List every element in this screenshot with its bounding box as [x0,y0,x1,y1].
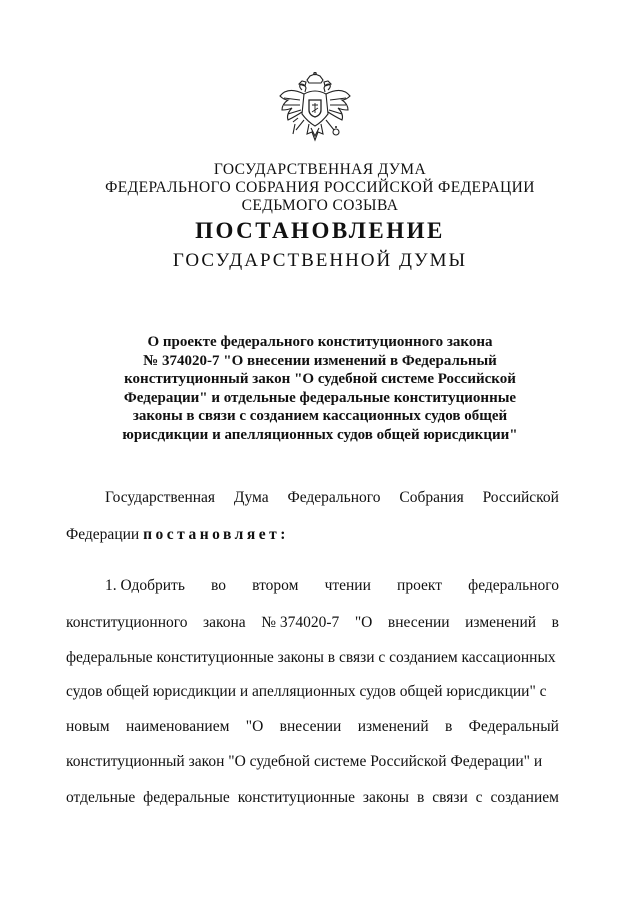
paragraph1-line-3: федеральные конституционные законы в связи с созданием кассационных [66,649,556,666]
paragraph1-line-1 [105,576,559,596]
title-line: юрисдикции и апелляционных судов общей юрисдикции" [122,426,518,443]
word: внесении [279,718,342,735]
decree-verb: постановляет: [143,526,289,543]
word: в [445,718,453,735]
title-line: конституционный закон "О судебной системе Российской [124,371,516,388]
word: "О [245,718,264,735]
header-line-2: ФЕДЕРАЛЬНОГО СОБРАНИЯ РОССИЙСКОЙ ФЕДЕРАЦИИ [105,179,535,196]
word: связи [432,789,468,806]
header-line-1: ГОСУДАРСТВЕННАЯ ДУМА [213,161,427,178]
preamble-line-1 [105,488,559,508]
word: созданием [490,789,559,806]
word: отдельные [66,789,136,806]
document-title [110,333,530,445]
word: закона [203,614,246,631]
word: конституционные [237,789,355,806]
word: с [475,789,483,806]
paragraph1-line-4: судов общей юрисдикции и апелляционных судов общей юрисдикции" с [66,683,547,700]
word: Государственная [105,489,216,506]
word: законы [362,789,410,806]
preamble-federation: Федерации [66,526,140,543]
paragraph1-line-6: конституционный закон "О судебной системе Российской Федерации" и [66,753,543,770]
word: "О [354,614,373,631]
word: Федеральный [468,718,559,735]
word: проект [397,577,443,594]
title-line: № 374020-7 "О внесении изменений в Федеральный [143,352,497,369]
paragraph1-line-7 [66,788,559,808]
word: в [417,789,425,806]
word: внесении [387,614,450,631]
word: Российской [482,489,559,506]
word: изменений [465,614,537,631]
word: в [551,614,559,631]
word: № 374020-7 [261,614,340,631]
word: новым [66,718,110,735]
document-type: ПОСТАНОВЛЕНИЕ [195,218,445,243]
word: конституционного [66,614,188,631]
state-emblem-icon [274,72,356,154]
word: Дума [233,489,269,506]
header-line-3: СЕДЬМОГО СОЗЫВА [241,197,399,214]
word: Собрания [399,489,464,506]
preamble-line-2 [66,525,559,545]
word: втором [252,577,299,594]
title-line: О проекте федерального конституционного закона [147,334,493,350]
word: чтении [324,577,371,594]
word: федеральные [143,789,230,806]
word: наименованием [125,718,230,735]
title-line: законы в связи с созданием кассационных судов общей [132,408,508,425]
word: Федерального [287,489,381,506]
word: федерального [468,577,559,594]
word: 1. Одобрить [105,577,185,594]
document-issuer: ГОСУДАРСТВЕННОЙ ДУМЫ [172,250,468,271]
word: изменений [357,718,429,735]
word: во [211,577,227,594]
title-line: Федерации" и отдельные федеральные конституционные [123,389,517,406]
paragraph1-line-5 [66,717,559,737]
paragraph1-line-2 [66,613,559,633]
